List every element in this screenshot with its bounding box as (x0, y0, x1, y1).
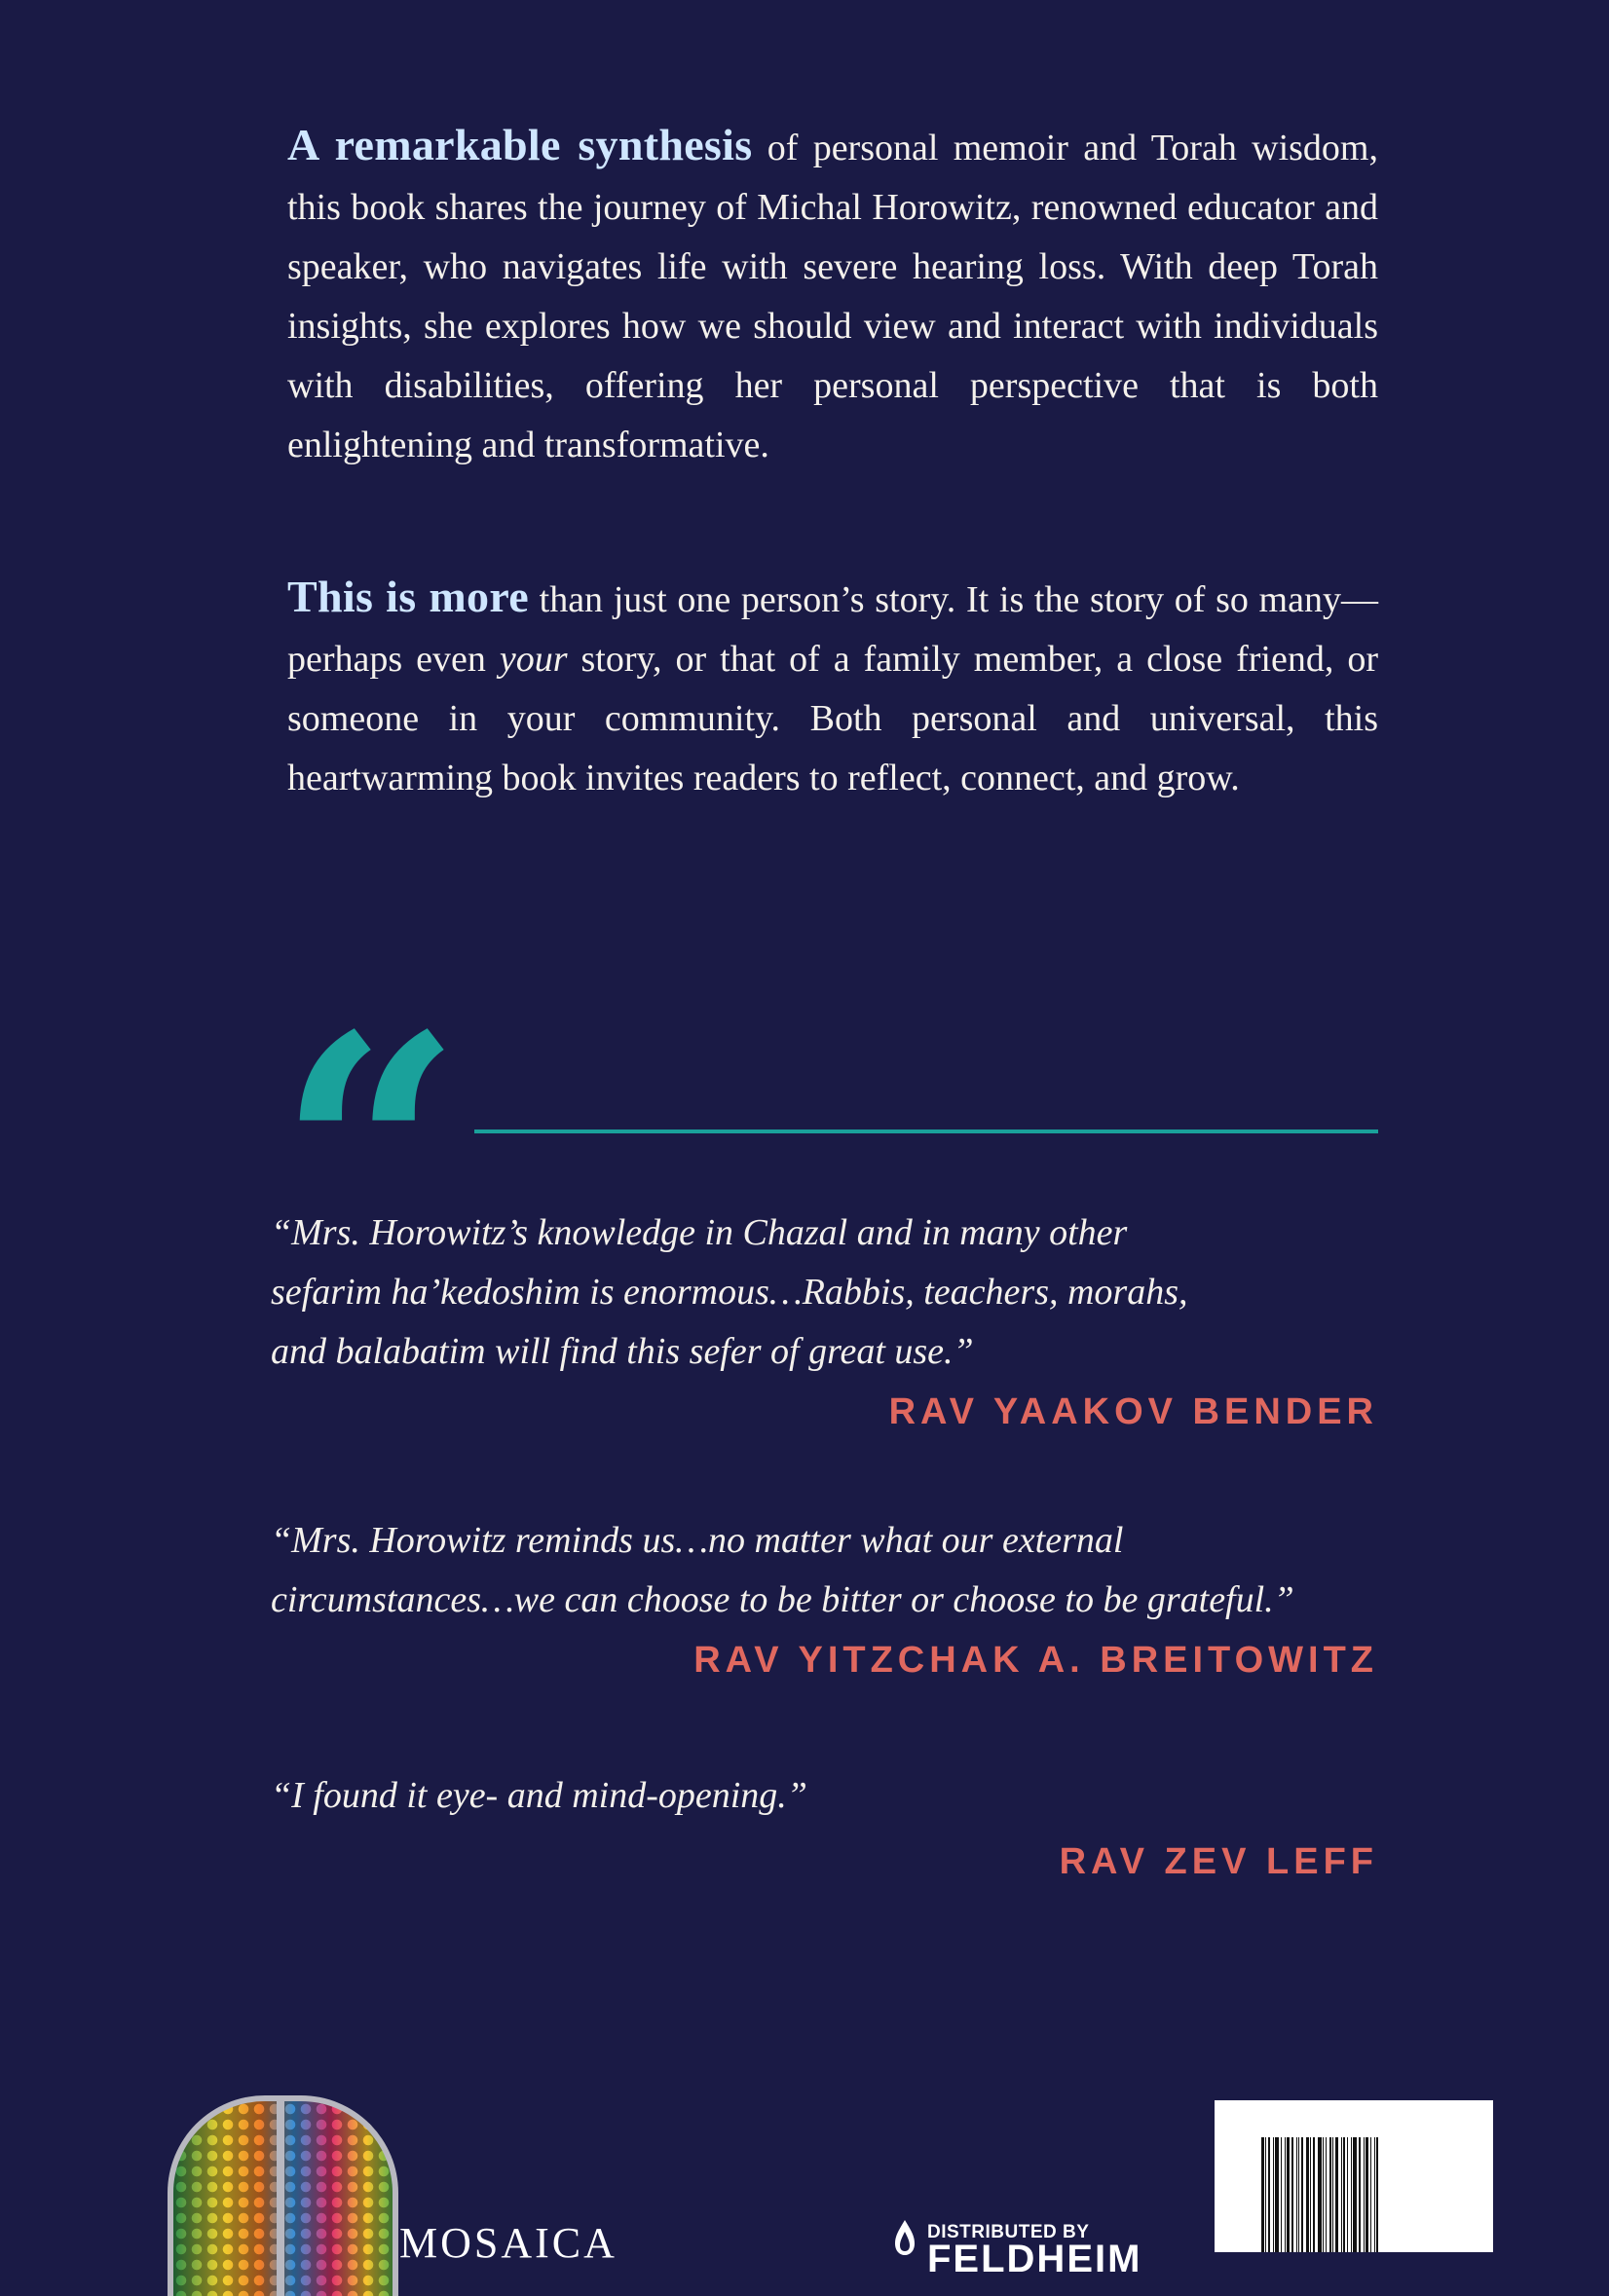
barcode-bar (1335, 2137, 1338, 2252)
description-paragraph-2 (287, 567, 1378, 808)
testimonial-quote: “Mrs. Horowitz’s knowledge in Chazal and in many other sefarim ha’kedoshim is enormous…Rabbis, teachers, morahs, and balabatim will find this sefer of great use.” (271, 1212, 1188, 1372)
testimonial-2 (271, 1511, 1378, 1682)
barcode-bar (1329, 2137, 1331, 2252)
testimonial-quote: “Mrs. Horowitz reminds us…no matter what our external circumstances…we can choose to be bitter or choose to be grateful.” (271, 1520, 1294, 1620)
barcode-bar (1376, 2137, 1378, 2252)
barcode-bar (1359, 2137, 1361, 2252)
barcode-bar (1313, 2137, 1315, 2252)
barcode-bar (1285, 2137, 1286, 2252)
distributor-label: DISTRIBUTED BY (927, 2222, 1090, 2242)
mosaica-window-logo-icon (168, 2095, 398, 2296)
barcode-bar (1306, 2137, 1309, 2252)
barcode-bar (1310, 2137, 1311, 2252)
feldheim-flame-icon (891, 2218, 918, 2257)
barcode-bar (1275, 2137, 1279, 2252)
barcode-bar (1296, 2137, 1297, 2252)
paragraph-2-italic: your (499, 639, 568, 680)
testimonial-author: RAV ZEV LEFF (1059, 1841, 1378, 1882)
barcode-bar (1343, 2137, 1345, 2252)
barcode-bar (1291, 2137, 1293, 2252)
barcode-bar (1281, 2137, 1282, 2252)
paragraph-2-text-before: than just one person’s story. It is the story of so many—perhaps even (287, 579, 1378, 680)
publisher-name: MOSAICA (399, 2219, 617, 2267)
quote-divider (474, 1129, 1378, 1133)
barcode-bar (1298, 2137, 1299, 2252)
barcode-bar (1332, 2137, 1333, 2252)
quote-mark-icon: “ (278, 965, 463, 1343)
testimonial-author: RAV YITZCHAK A. BREITOWITZ (693, 1640, 1378, 1681)
barcode-bar (1318, 2137, 1322, 2252)
barcode-bar (1341, 2137, 1342, 2252)
barcode-bar (1370, 2137, 1371, 2252)
testimonial-author: RAV YAAKOV BENDER (888, 1391, 1378, 1432)
barcode-bar (1353, 2137, 1357, 2252)
barcode-bar (1323, 2137, 1324, 2252)
barcode-bar (1287, 2137, 1290, 2252)
barcode-bar (1347, 2137, 1348, 2252)
barcode-bar (1366, 2137, 1368, 2252)
testimonial-quote: “I found it eye- and mind-opening.” (271, 1775, 807, 1816)
barcode-bar (1326, 2137, 1327, 2252)
barcode-bar (1301, 2137, 1303, 2252)
barcode-bar (1273, 2137, 1274, 2252)
distributor-name: FELDHEIM (927, 2238, 1142, 2280)
barcode-bar (1351, 2137, 1352, 2252)
testimonial-1 (271, 1204, 1378, 1433)
paragraph-2-text-after: story, or that of a family member, a close friend, or someone in your community. Both personal and universal, this heartwarming book invites readers to reflect, connect, and grow. (287, 639, 1378, 798)
barcode-bar (1374, 2137, 1375, 2252)
barcode-icon (1215, 2100, 1493, 2252)
paragraph-1-text: of personal memoir and Torah wisdom, this book shares the journey of Michal Horowitz, renowned educator and speaker, who navigates life with severe hearing loss. With deep Torah insights, she explores how we should view and interact with individuals with disabilities, offering her personal perspective that is both enlightening and transformative. (287, 128, 1378, 465)
barcode-bar (1364, 2137, 1365, 2252)
paragraph-2-lead: This is more (287, 572, 529, 621)
testimonial-3 (271, 1766, 1378, 1883)
barcode-bar (1265, 2137, 1266, 2252)
paragraph-1-lead: A remarkable synthesis (287, 120, 753, 169)
barcode-bar (1268, 2137, 1270, 2252)
barcode-bar (1261, 2137, 1264, 2252)
description-paragraph-1 (287, 115, 1378, 475)
